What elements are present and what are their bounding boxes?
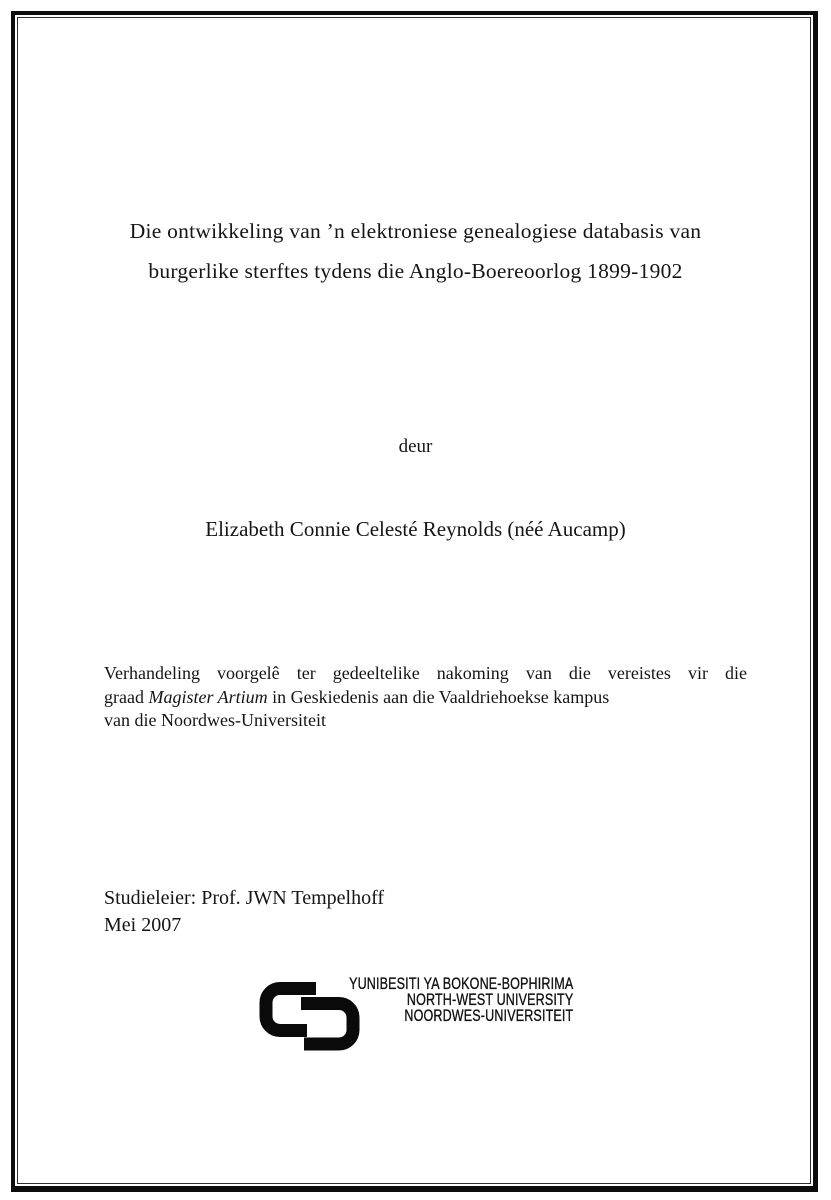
degree-statement-line1: Verhandeling voorgelê ter gedeeltelike nakoming van die vereistes vir die [104, 663, 747, 683]
degree-name: Magister Artium [148, 686, 268, 707]
degree-statement-line2-pre: graad [104, 686, 149, 707]
thesis-title [40, 211, 791, 291]
university-logo-text [318, 977, 573, 1025]
supervisor-block [104, 885, 384, 938]
date-line: Mei 2007 [104, 913, 182, 936]
degree-statement [104, 662, 747, 733]
logo-text-setswana: YUNIBESITI YA BOKONE-BOPHIRIMA [349, 975, 574, 993]
supervisor-line: Studieleier: Prof. JWN Tempelhoff [104, 887, 385, 909]
logo-text-english: NORTH-WEST UNIVERSITY [406, 990, 574, 1009]
byline-label: deur [398, 436, 433, 457]
degree-statement-line2 [104, 686, 747, 710]
logo-text-afrikaans: NOORDWES-UNIVERSITEIT [404, 1006, 574, 1025]
thesis-title-line2: burgerlike sterftes tydens die Anglo-Boereoorlog 1899-1902 [148, 259, 683, 283]
degree-statement-line3: van die Noordwes-Universiteit [104, 710, 326, 731]
thesis-title-line1: Die ontwikkeling van ’n elektroniese genealogiese databasis van [129, 219, 702, 243]
author-name: Elizabeth Connie Celesté Reynolds (néé Aucamp) [205, 517, 626, 541]
university-logo [257, 975, 587, 1057]
degree-statement-line2-post: in Geskiedenis aan die Vaaldriehoekse kampus [267, 686, 610, 707]
